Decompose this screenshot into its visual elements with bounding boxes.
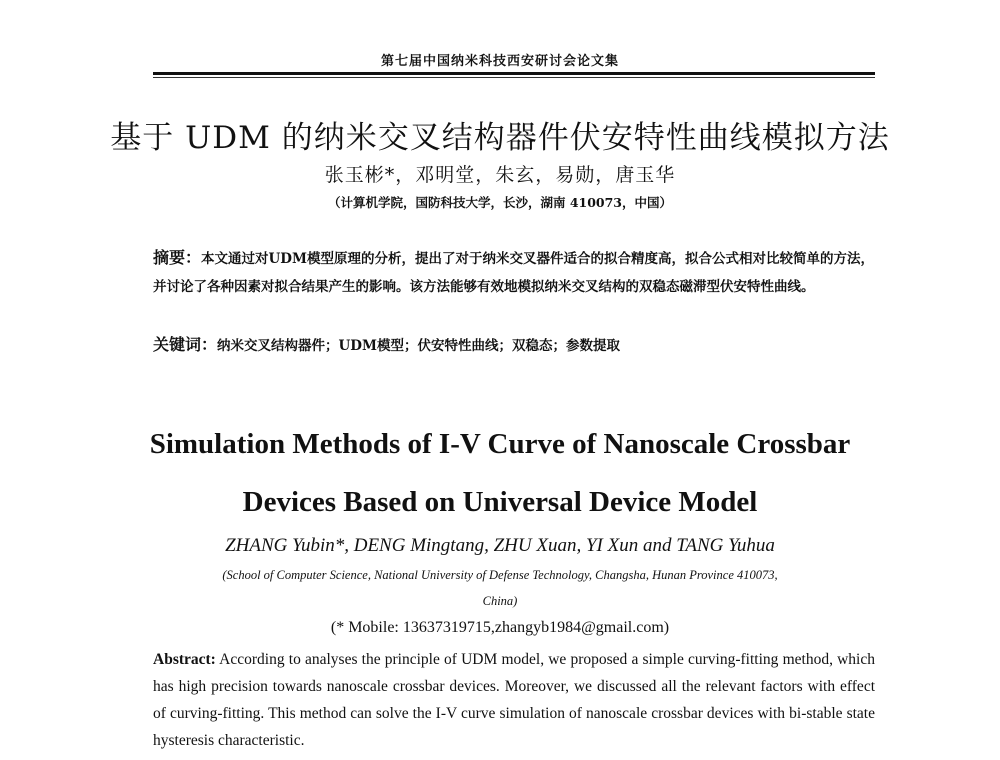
- english-abstract-text: According to analyses the principle of UDM model, we proposed a simple curving-fitting method, which has high precision towards nanoscale crossbar devices. Moreover, we discussed all the relevant factors with effect of curving-fitting. This method can solve the I-V curve simulation of nanoscale crossbar devices with bi-stable state hysteresis characteristic.: [153, 651, 875, 749]
- header-rule-thick: [153, 72, 875, 75]
- chinese-keywords-label: 关键词：: [153, 335, 218, 354]
- english-authors: ZHANG Yubin*, DENG Mingtang, ZHU Xuan, YI Xun and TANG Yuhua: [225, 535, 775, 556]
- chinese-keywords: [153, 332, 875, 355]
- english-contact: (* Mobile: 13637319715,zhangyb1984@gmail.com): [330, 619, 670, 636]
- chinese-authors: 张玉彬*，邓明堂，朱玄，易勋，唐玉华: [324, 164, 676, 186]
- english-title-line-1: Simulation Methods of I-V Curve of Nanoscale Crossbar: [149, 428, 851, 460]
- chinese-affiliation: （计算机学院，国防科技大学，长沙，湖南 410073，中国）: [327, 195, 673, 210]
- english-abstract: [153, 646, 875, 754]
- header-rule-thin: [153, 77, 875, 78]
- chinese-abstract-label: 摘要：: [153, 248, 202, 267]
- chinese-abstract-text: 本文通过对UDM模型原理的分析，提出了对于纳米交叉器件适合的拟合精度高，拟合公式相对比较简单的方法，并讨论了各种因素对拟合结果产生的影响。该方法能够有效地模拟纳米交叉结构的双稳态磁滞型伏安特性曲线。: [153, 251, 874, 295]
- chinese-title: 基于 UDM 的纳米交叉结构器件伏安特性曲线模拟方法: [110, 120, 890, 156]
- proceedings-header: 第七届中国纳米科技西安研讨会论文集: [380, 54, 619, 69]
- english-affiliation-line-1: (School of Computer Science, National University of Defense Technology, Changsha, Hunan Province 410073,: [222, 568, 778, 582]
- chinese-keywords-text: 纳米交叉结构器件；UDM模型；伏安特性曲线；双稳态；参数提取: [217, 338, 620, 354]
- english-title-line-2: Devices Based on Universal Device Model: [242, 486, 758, 518]
- english-abstract-label: Abstract:: [153, 651, 216, 668]
- chinese-abstract: [153, 244, 875, 301]
- english-affiliation-line-2: China): [482, 594, 518, 608]
